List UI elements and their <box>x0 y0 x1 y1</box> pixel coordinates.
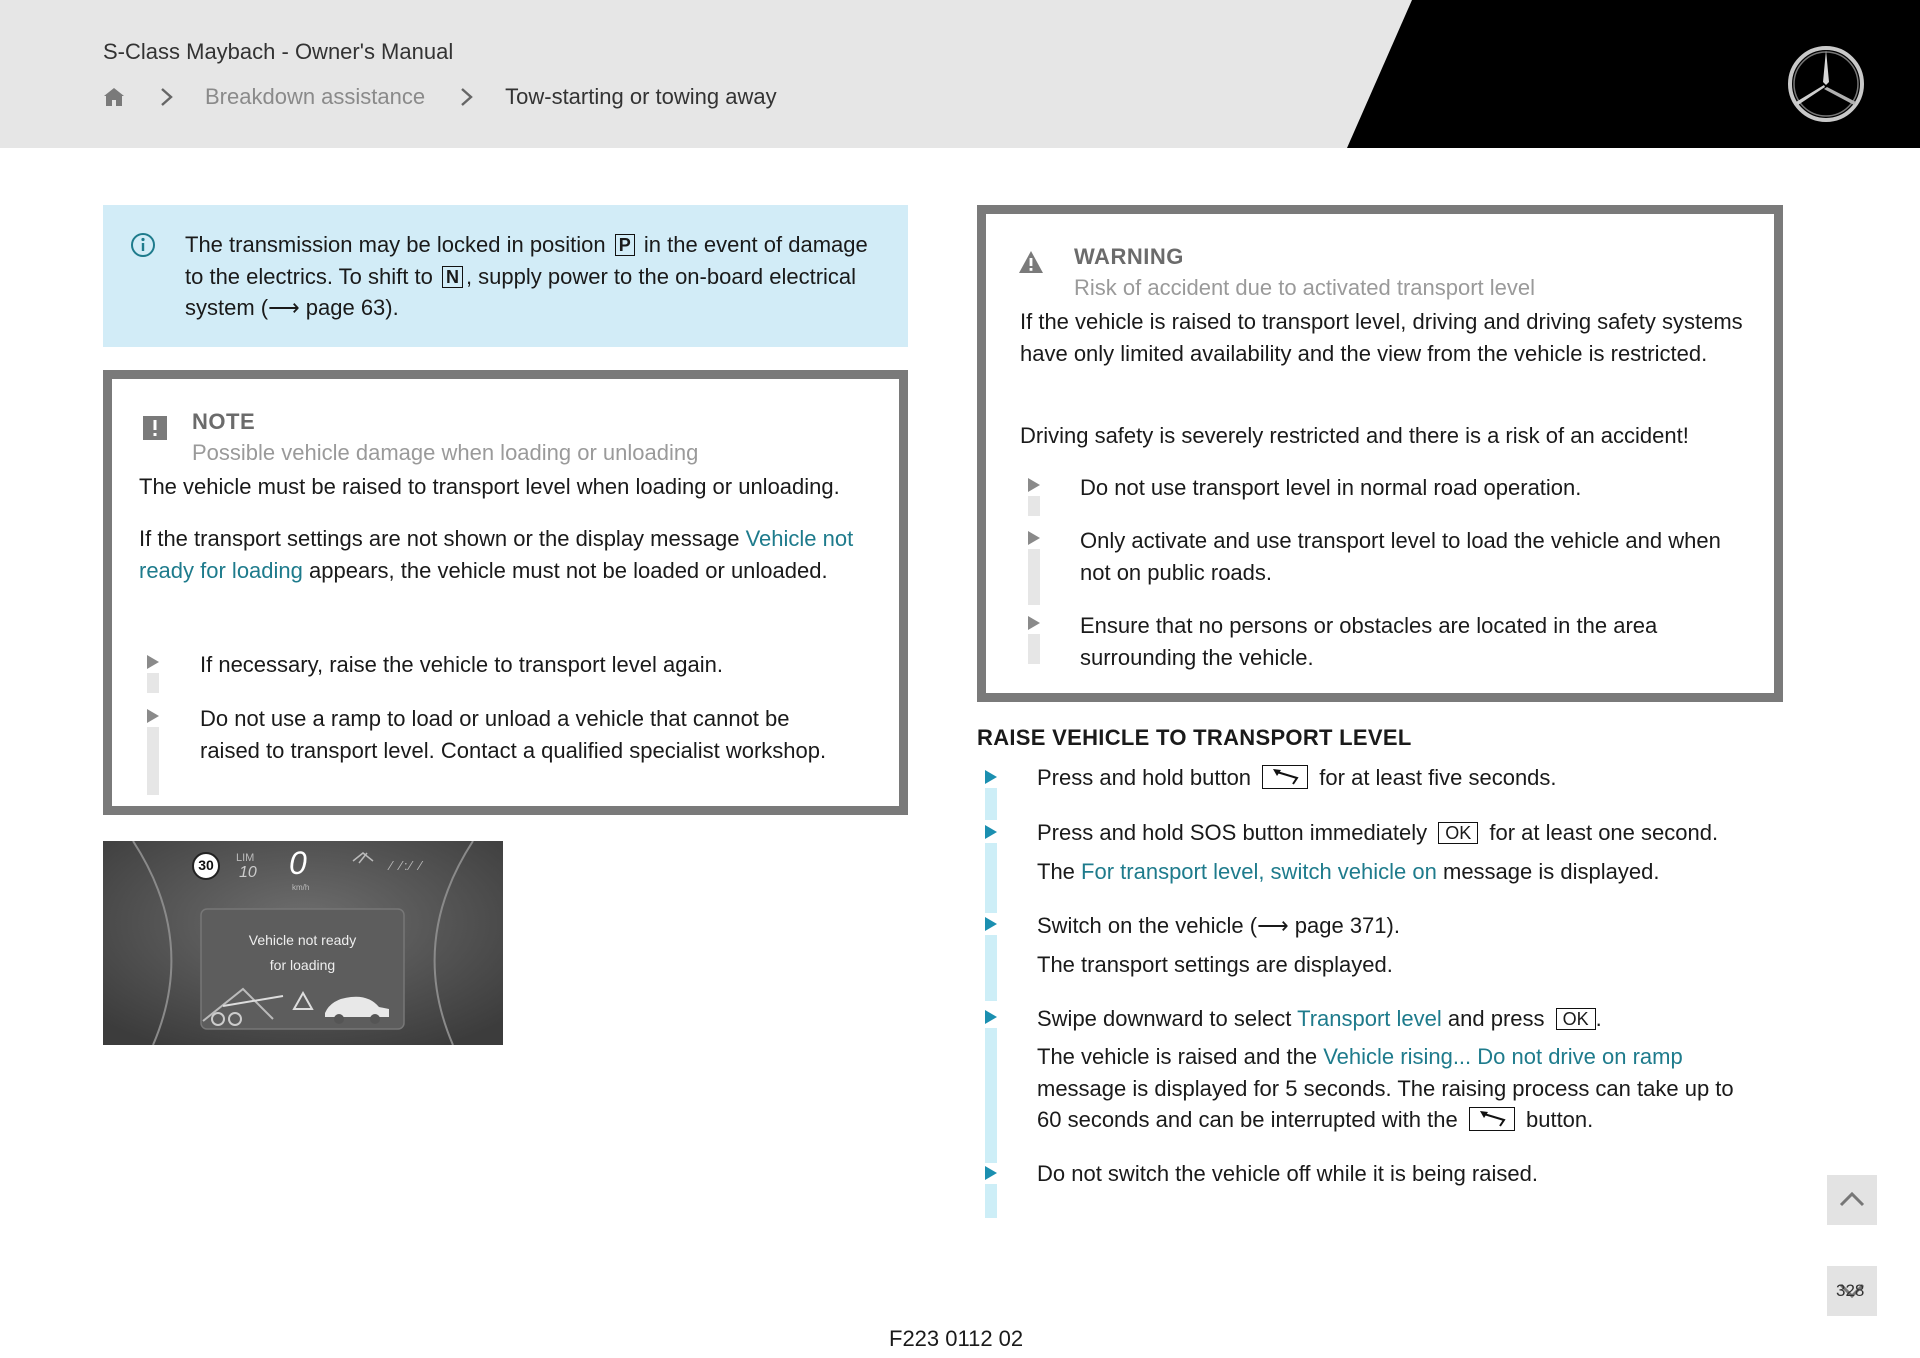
section-heading: RAISE VEHICLE TO TRANSPORT LEVEL <box>977 725 1412 750</box>
warning-paragraph-1: If the vehicle is raised to transport level, driving and driving safety systems have only limited availability and the view from the vehicle is restricted. <box>1020 309 1743 366</box>
note-paragraph-1: The vehicle must be raised to transport level when loading or unloading. <box>139 474 840 499</box>
step-4-result: The vehicle is raised and the Vehicle rising... Do not drive on ramp message is displayed for 5 seconds. The raising process can take up to 60 seconds and can be interrupted with the button. <box>1037 1044 1734 1132</box>
warning-bullet-3: Ensure that no persons or obstacles are located in the area surrounding the vehicle. <box>1080 613 1658 670</box>
step-2: Press and hold SOS button immediately OK for at least one second. <box>1037 820 1719 845</box>
info-icon <box>130 232 156 258</box>
warning-triangle-icon <box>1018 249 1044 275</box>
note-bullet-marker <box>147 655 161 693</box>
lim-value: 10 <box>239 864 257 881</box>
breadcrumb-link-breakdown-assistance[interactable]: Breakdown assistance <box>205 84 426 109</box>
back-button-key-icon <box>1469 1107 1515 1131</box>
step-3-result: The transport settings are displayed. <box>1037 952 1393 977</box>
warning-bullet-2: Only activate and use transport level to load the vehicle and when not on public roads. <box>1080 528 1721 585</box>
exclamation-icon <box>142 415 168 441</box>
note-subtitle: Possible vehicle damage when loading or unloading <box>192 440 699 465</box>
cluster-message: Vehicle not ready for loading <box>248 932 357 973</box>
step-2-result: The For transport level, switch vehicle on message is displayed. <box>1037 859 1660 884</box>
warning-bullet-1: Do not use transport level in normal road operation. <box>1080 475 1582 500</box>
page-number: 328 <box>1836 1281 1865 1300</box>
instrument-cluster-image <box>103 841 503 1045</box>
chevron-up-icon <box>1827 1175 1877 1225</box>
warning-bullet-marker <box>1028 478 1042 516</box>
note-paragraph-2: If the transport settings are not shown or the display message Vehicle not ready for loading appears, the vehicle must not be loaded or unloaded. <box>139 526 854 583</box>
note-bullet-2: Do not use a ramp to load or unload a vehicle that cannot be raised to transport level. Contact a qualified specialist workshop. <box>200 706 827 763</box>
step-marker <box>985 770 999 820</box>
warning-bullet-marker <box>1028 616 1042 664</box>
chevron-right-icon <box>459 86 475 108</box>
note-box <box>103 370 908 815</box>
header-bar <box>0 0 1920 148</box>
note-heading: NOTE <box>192 409 256 434</box>
document-title: S-Class Maybach - Owner's Manual <box>103 39 454 64</box>
breadcrumb-current: Tow-starting or towing away <box>505 84 777 109</box>
note-bullet-marker <box>147 709 161 795</box>
step-5: Do not switch the vehicle off while it is being raised. <box>1037 1161 1538 1186</box>
warning-subtitle: Risk of accident due to activated transport level <box>1074 275 1536 300</box>
lim-label: LIM <box>236 852 255 864</box>
warning-paragraph-2: Driving safety is severely restricted and there is a risk of an accident! <box>1020 423 1689 448</box>
back-button-key-icon <box>1262 765 1308 789</box>
speed-limit-value: 30 <box>198 857 214 873</box>
step-marker <box>985 825 999 913</box>
info-box <box>103 205 908 347</box>
key-n: N <box>442 266 463 288</box>
gear-indicator: ⁄ ⁄:⁄ ⁄ <box>390 858 424 873</box>
mercedes-star-logo <box>1786 44 1866 124</box>
step-marker <box>985 917 999 1001</box>
key-p: P <box>615 234 635 256</box>
figure-code: F223 0112 02 <box>889 1326 1024 1351</box>
warning-box <box>977 205 1783 702</box>
note-bullet-1: If necessary, raise the vehicle to transport level again. <box>200 652 723 677</box>
ok-key: OK <box>1438 822 1478 844</box>
warning-bullet-marker <box>1028 531 1042 605</box>
step-1: Press and hold button for at least five seconds. <box>1037 765 1557 790</box>
step-marker <box>985 1166 999 1218</box>
step-3: Switch on the vehicle (⟶ page 371). <box>1037 913 1400 938</box>
ok-key: OK <box>1556 1008 1596 1030</box>
chevron-right-icon <box>159 86 175 108</box>
speed-unit: km/h <box>292 883 310 892</box>
step-marker <box>985 1010 999 1163</box>
info-text: The transmission may be locked in position P in the event of damage to the electrics. To shift to N , supply power to the on-board electrical system (⟶ page 63). <box>185 232 868 320</box>
breadcrumb <box>103 82 777 112</box>
warning-heading: WARNING <box>1074 244 1184 269</box>
home-icon[interactable] <box>103 86 125 108</box>
speed-value: 0 <box>289 845 307 881</box>
scroll-up-button[interactable] <box>1827 1175 1877 1225</box>
step-4: Swipe downward to select Transport level and press OK . <box>1037 1006 1602 1031</box>
